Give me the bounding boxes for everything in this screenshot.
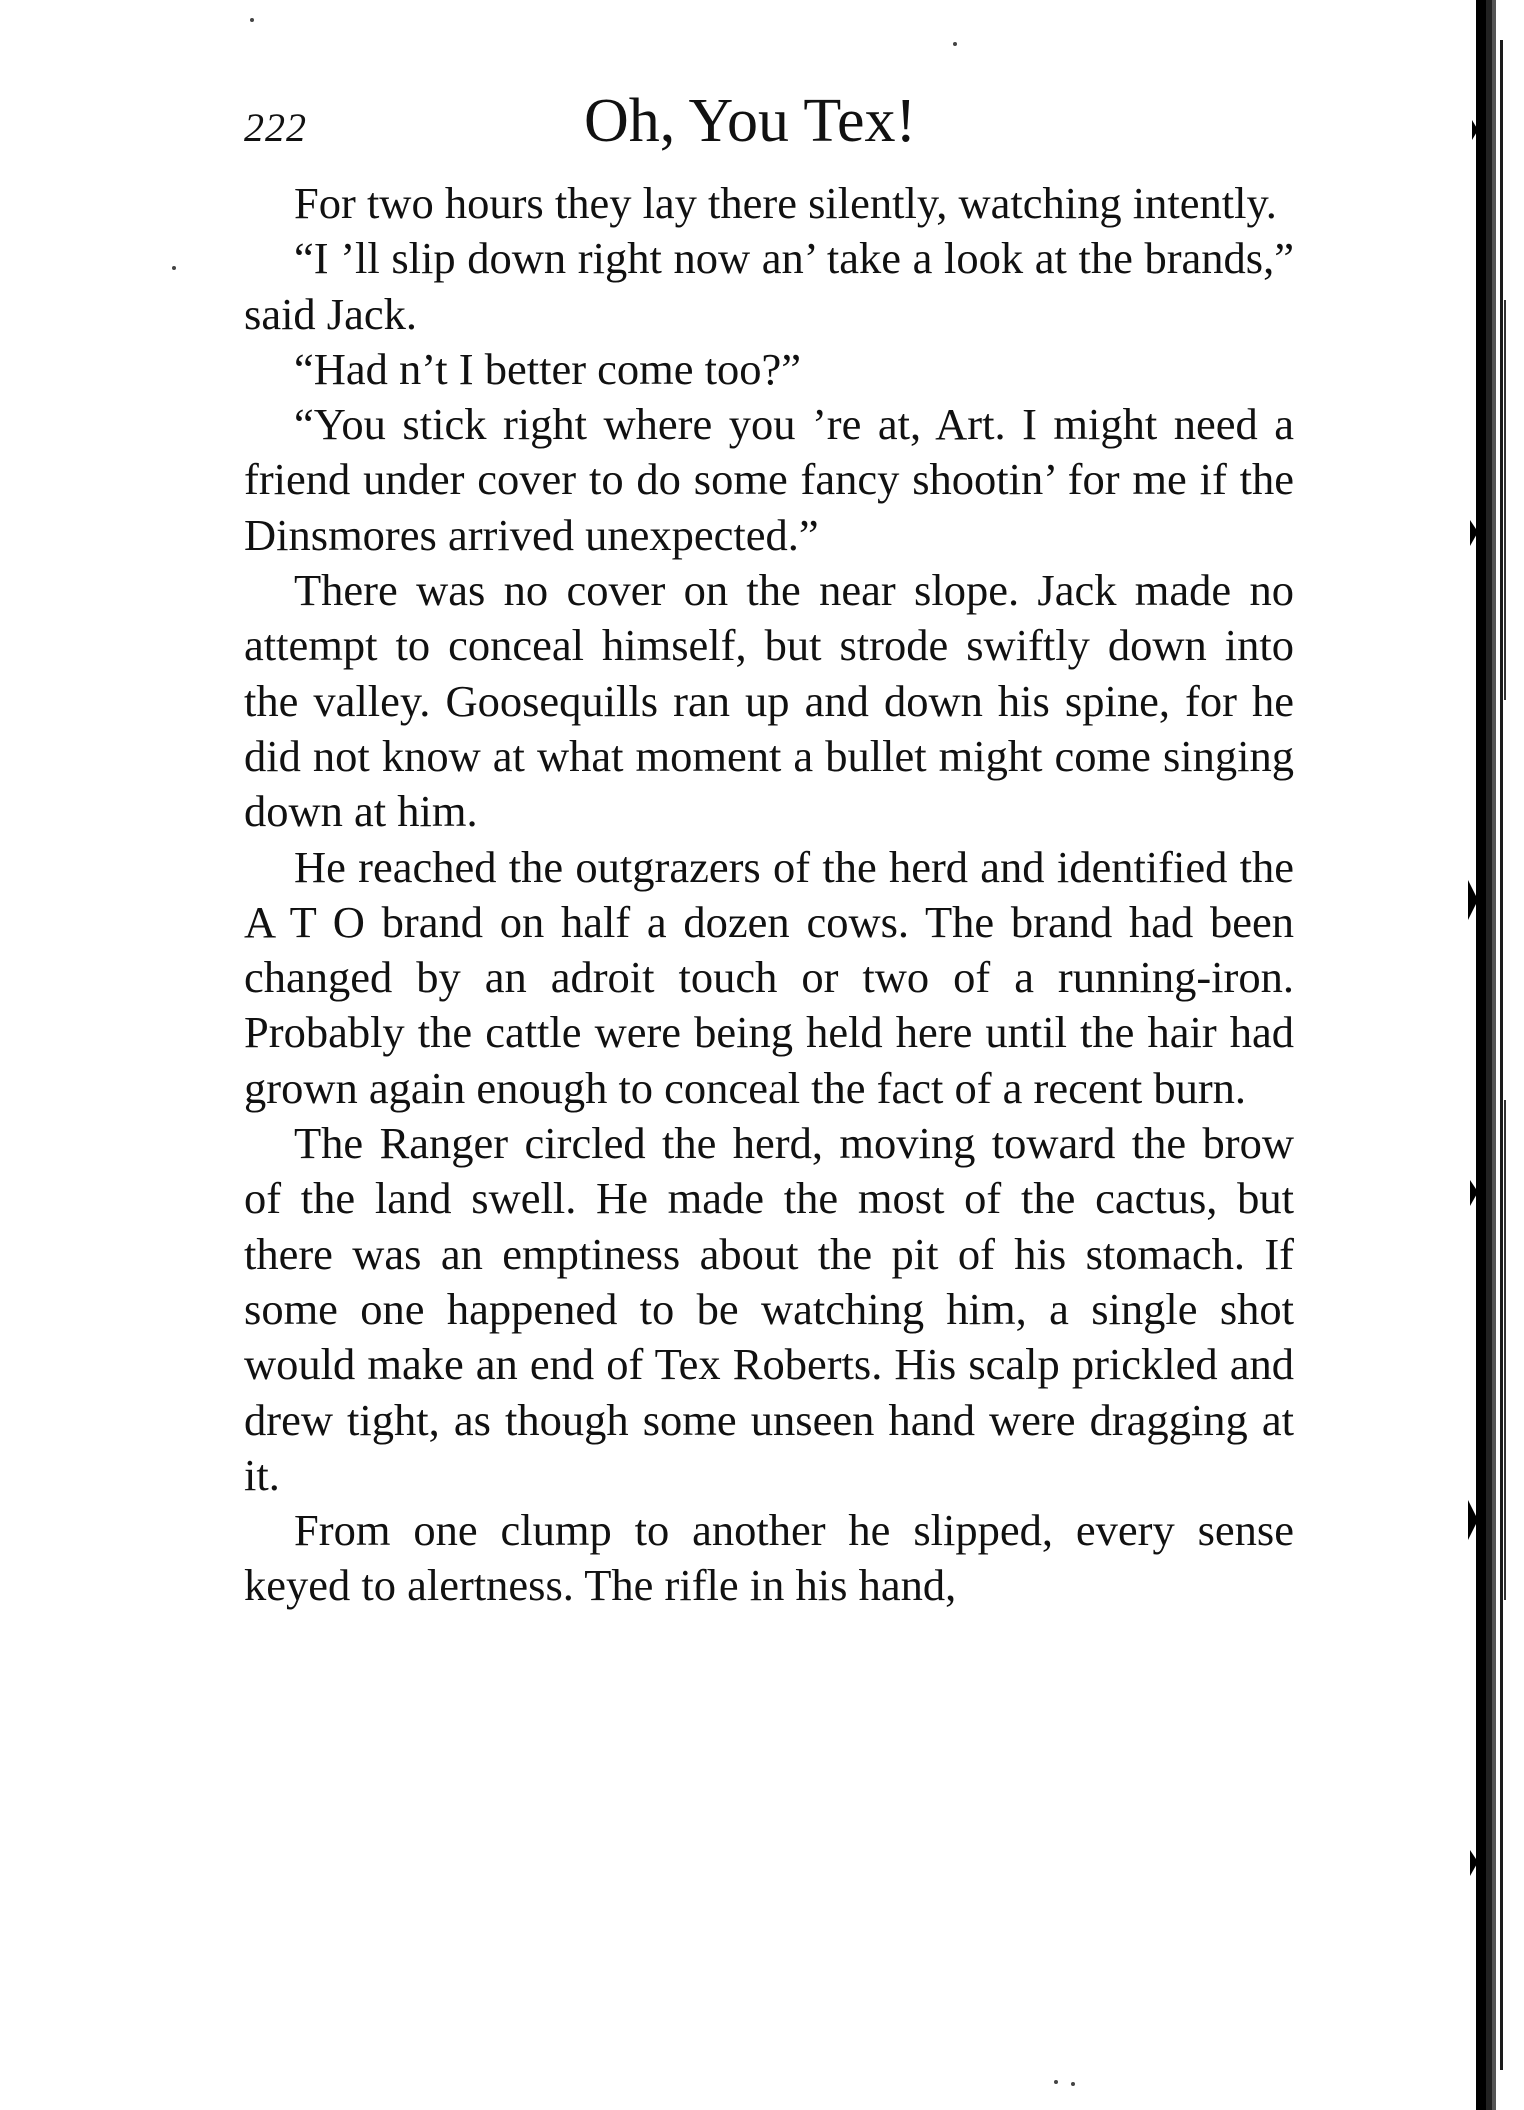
paragraph: “Had n’t I better come too?” bbox=[294, 343, 801, 394]
binding-edge-graphic bbox=[1464, 0, 1524, 2110]
scanned-binding-edge bbox=[1464, 0, 1524, 2110]
page-header bbox=[244, 86, 1294, 166]
paragraph: From one clump to another he slipped, every sense keyed to alertness. The rifle in his hand, bbox=[244, 1505, 1294, 1611]
scan-speck bbox=[250, 18, 254, 22]
paragraph: “You stick right where you ’re at, Art. I might need a friend under cover to do some fancy shootin’ for me if the Dinsmores arrived unexpected.” bbox=[244, 399, 1294, 560]
scan-speck bbox=[1054, 2080, 1058, 2084]
paragraph: He reached the outgrazers of the herd and identified the A T O brand on half a dozen cows. The brand had been changed by an adroit touch or two of a running-iron. Probably the cattle were being held here until the hair had grown again enough to conceal the fact of a recent burn. bbox=[244, 841, 1294, 1113]
page-number: 222 bbox=[244, 105, 307, 150]
scan-speck bbox=[172, 266, 176, 270]
paragraph: “I ’ll slip down right now an’ take a look at the brands,” said Jack. bbox=[244, 233, 1294, 339]
body-text bbox=[244, 176, 1294, 1614]
scan-speck bbox=[1071, 2082, 1075, 2086]
running-title: Oh, You Tex! bbox=[584, 87, 917, 155]
scan-speck bbox=[953, 42, 957, 46]
paragraph: The Ranger circled the herd, moving toward the brow of the land swell. He made the most of the cactus, but there was an emptiness about the pit of his stomach. If some one happened to be watching him, a single shot would make an end of Tex Roberts. His scalp prickled and drew tight, as though some unseen hand were dragging at it. bbox=[244, 1118, 1294, 1500]
paragraph: There was no cover on the near slope. Jack made no attempt to conceal himself, but strode swiftly down into the valley. Goosequills ran up and down his spine, for he did not know at what moment a bullet might come singing down at him. bbox=[244, 565, 1294, 837]
paragraph: For two hours they lay there silently, watching intently. bbox=[294, 178, 1277, 228]
